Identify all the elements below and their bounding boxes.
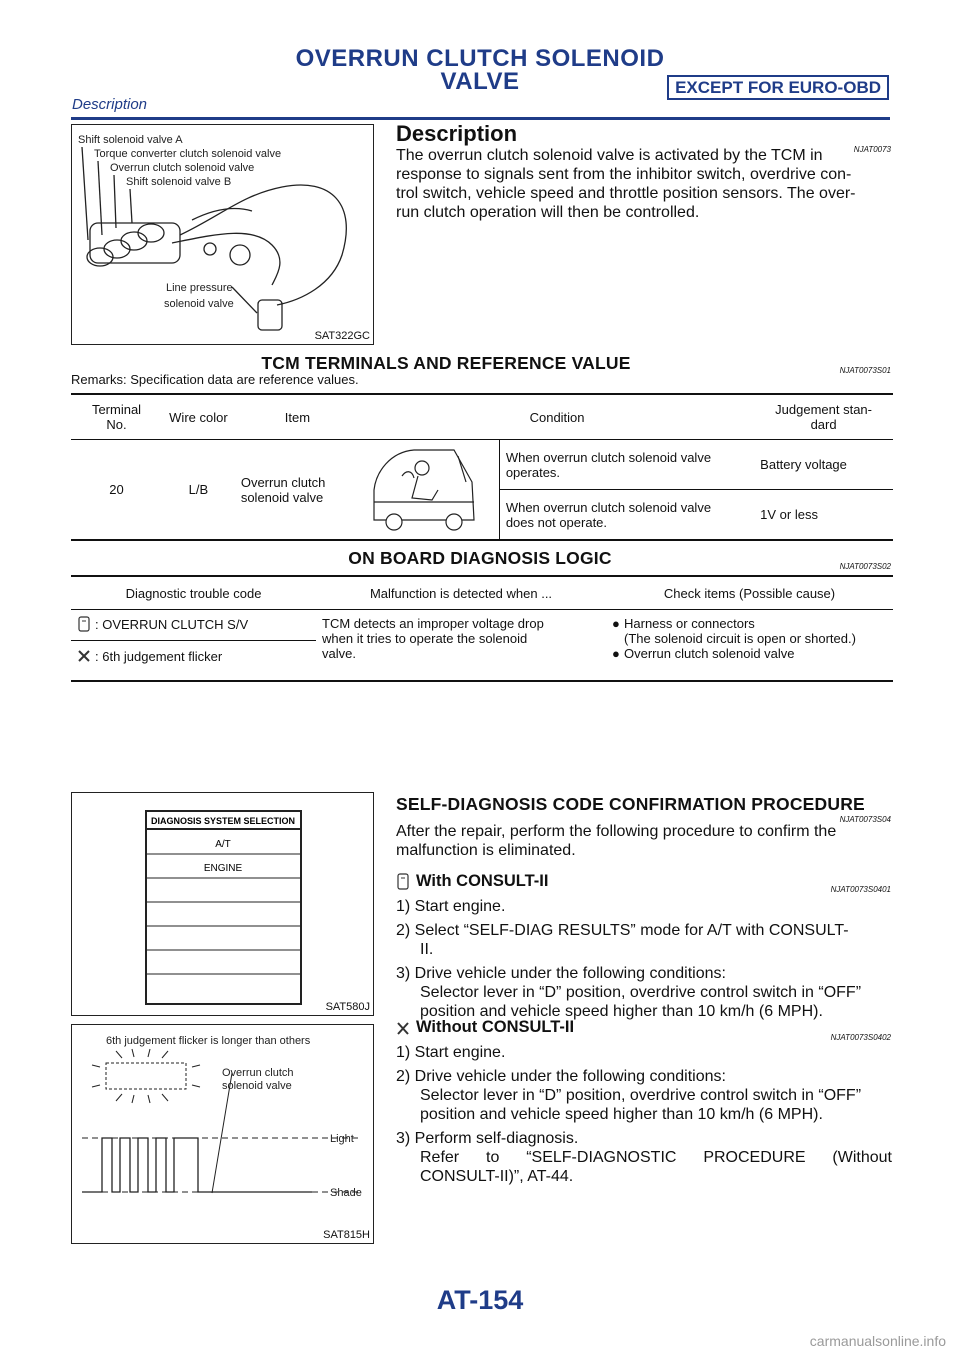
- description-line: run clutch operation will then be controlled.: [396, 204, 700, 221]
- figure-solenoid-assembly: [71, 124, 374, 345]
- solenoid-assembly-drawing: [72, 125, 373, 344]
- fig2-item-at: A/T: [215, 839, 231, 850]
- judgement-battery: Battery voltage: [754, 440, 893, 490]
- col-terminal: Terminal No.: [71, 394, 162, 440]
- consult-icon: [396, 873, 410, 891]
- step: 1) Start engine.: [396, 1044, 506, 1061]
- fig3-label-shade: Shade: [330, 1187, 362, 1199]
- dtc-consult: : OVERRUN CLUTCH S/V: [77, 616, 310, 632]
- dtc-no-tools: : 6th judgement flicker: [77, 648, 310, 664]
- self-diag-code: NJAT0073S04: [839, 815, 891, 824]
- step: 2) Drive vehicle under the following conditions:: [396, 1068, 726, 1085]
- col-wire: Wire color: [162, 394, 235, 440]
- description-line: response to signals sent from the inhibitor switch, overdrive con-: [396, 166, 852, 183]
- fig2-header: DIAGNOSIS SYSTEM SELECTION: [150, 816, 296, 826]
- item-value: Overrun clutch solenoid valve: [240, 474, 326, 505]
- figure-flicker-waveform: [71, 1024, 374, 1244]
- fig1-code: SAT322GC: [314, 330, 370, 342]
- obd-table-header: [71, 576, 893, 610]
- tcm-remarks: Remarks: Specification data are reference values.: [71, 372, 359, 387]
- fig3-label-overrun: Overrun clutch: [222, 1067, 294, 1079]
- header-title-line1: OVERRUN CLUTCH SOLENOID: [295, 45, 665, 72]
- header-subtitle: Description: [72, 96, 148, 113]
- without-consult-heading: Without CONSULT-II: [396, 1018, 574, 1037]
- malfunction-cell: TCM detects an improper voltage drop when it tries to operate the solenoid valve.: [322, 616, 544, 661]
- step: Refer to “SELF-DIAGNOSTIC PROCEDURE (Without: [420, 1149, 892, 1166]
- fig3-label-valve: solenoid valve: [222, 1080, 292, 1092]
- description-code: NJAT0073: [853, 145, 891, 154]
- wire-value: L/B: [188, 482, 209, 497]
- no-tools-icon: [396, 1019, 410, 1037]
- col-dtc: Diagnostic trouble code: [71, 576, 316, 610]
- self-diag-heading: SELF-DIAGNOSIS CODE CONFIRMATION PROCEDURE: [396, 794, 865, 814]
- without-consult-code: NJAT0073S0402: [830, 1033, 891, 1042]
- no-tools-icon: [77, 648, 91, 664]
- step: Selector lever in “D” position, overdrive control switch in “OFF”: [420, 984, 862, 1001]
- tcm-table-header: [71, 394, 893, 440]
- header-rule: [71, 117, 890, 120]
- tcm-code: NJAT0073S01: [839, 366, 891, 375]
- judgement-1v: 1V or less: [760, 507, 818, 523]
- step: 1) Start engine.: [396, 898, 506, 915]
- table-row: [71, 440, 893, 490]
- watermark: carmanualsonline.info: [809, 1333, 946, 1349]
- step: 2) Select “SELF-DIAG RESULTS” mode for A/T with CONSULT-: [396, 922, 849, 939]
- col-item: Item: [235, 394, 360, 440]
- fig3-code: SAT815H: [323, 1229, 370, 1241]
- dtc-cell: [71, 610, 316, 682]
- col-malfunction: Malfunction is detected when ...: [316, 576, 606, 610]
- fig1-label-overrun: Overrun clutch solenoid valve: [110, 162, 255, 174]
- step: position and vehicle speed higher than 10 km/h (6 MPH).: [420, 1106, 823, 1123]
- tcm-table: [71, 393, 893, 541]
- obd-table: [71, 575, 893, 682]
- step: position and vehicle speed higher than 10 km/h (6 MPH).: [420, 1003, 823, 1020]
- condition-operates: When overrun clutch solenoid valve operates.: [499, 440, 754, 490]
- self-diag-intro: After the repair, perform the following procedure to confirm the malfunction is eliminated.: [396, 823, 837, 859]
- step: Selector lever in “D” position, overdrive control switch in “OFF”: [420, 1087, 862, 1104]
- consult-icon: [77, 616, 91, 632]
- header-title-line2: VALVE: [440, 68, 520, 95]
- with-consult-heading: With CONSULT-II: [396, 872, 548, 891]
- fig2-code: SAT580J: [325, 1001, 370, 1013]
- table-row: [71, 610, 893, 682]
- check-items-cell: ● Harness or connectors (The solenoid circuit is open or shorted.) ● Overrun clutch solenoid valve: [612, 616, 856, 661]
- without-consult-steps: [396, 1043, 896, 1186]
- col-condition: Condition: [360, 394, 754, 440]
- obd-heading: ON BOARD DIAGNOSIS LOGIC: [348, 548, 612, 568]
- description-heading: Description: [396, 121, 518, 146]
- step: II.: [420, 941, 434, 958]
- col-judgement: Judgement stan- dard: [754, 394, 893, 440]
- car-illustration-cell: [360, 440, 499, 541]
- terminal-value: 20: [109, 482, 124, 497]
- fig1-label-line-pressure: Line pressure: [166, 282, 233, 294]
- fig1-label-torque: Torque converter clutch solenoid valve: [94, 148, 282, 160]
- fig1-label-shift-a: Shift solenoid valve A: [78, 134, 183, 146]
- with-consult-code: NJAT0073S0401: [830, 885, 891, 894]
- step: 3) Drive vehicle under the following conditions:: [396, 965, 726, 982]
- description-line: trol switch, vehicle speed and throttle position sensors. The over-: [396, 185, 856, 202]
- description-line: The overrun clutch solenoid valve is activated by the TCM in: [396, 147, 823, 164]
- fig2-item-engine: ENGINE: [203, 863, 243, 874]
- fig1-label-shift-b: Shift solenoid valve B: [126, 176, 232, 188]
- figure-diagnosis-selection: [71, 792, 374, 1016]
- fig3-label-flicker: 6th judgement flicker is longer than others: [106, 1035, 311, 1047]
- col-check-items: Check items (Possible cause): [606, 576, 893, 610]
- header-badge: EXCEPT FOR EURO-OBD: [667, 75, 889, 100]
- tcm-heading: TCM TERMINALS AND REFERENCE VALUE: [261, 353, 631, 373]
- diagnosis-selection-screen: [72, 793, 373, 1015]
- page-number: AT-154: [436, 1285, 524, 1315]
- step: 3) Perform self-diagnosis.: [396, 1130, 579, 1147]
- step: CONSULT-II)”, AT-44.: [420, 1168, 574, 1185]
- flicker-waveform: [72, 1025, 373, 1243]
- with-consult-steps: [396, 897, 896, 1021]
- obd-code: NJAT0073S02: [839, 562, 891, 571]
- fig3-label-light: Light: [330, 1133, 354, 1145]
- condition-not-operate: When overrun clutch solenoid valve does not operate.: [499, 490, 754, 540]
- description-text: [396, 146, 856, 222]
- fig1-label-solenoid: solenoid valve: [164, 298, 234, 310]
- car-driver-icon: [362, 442, 480, 534]
